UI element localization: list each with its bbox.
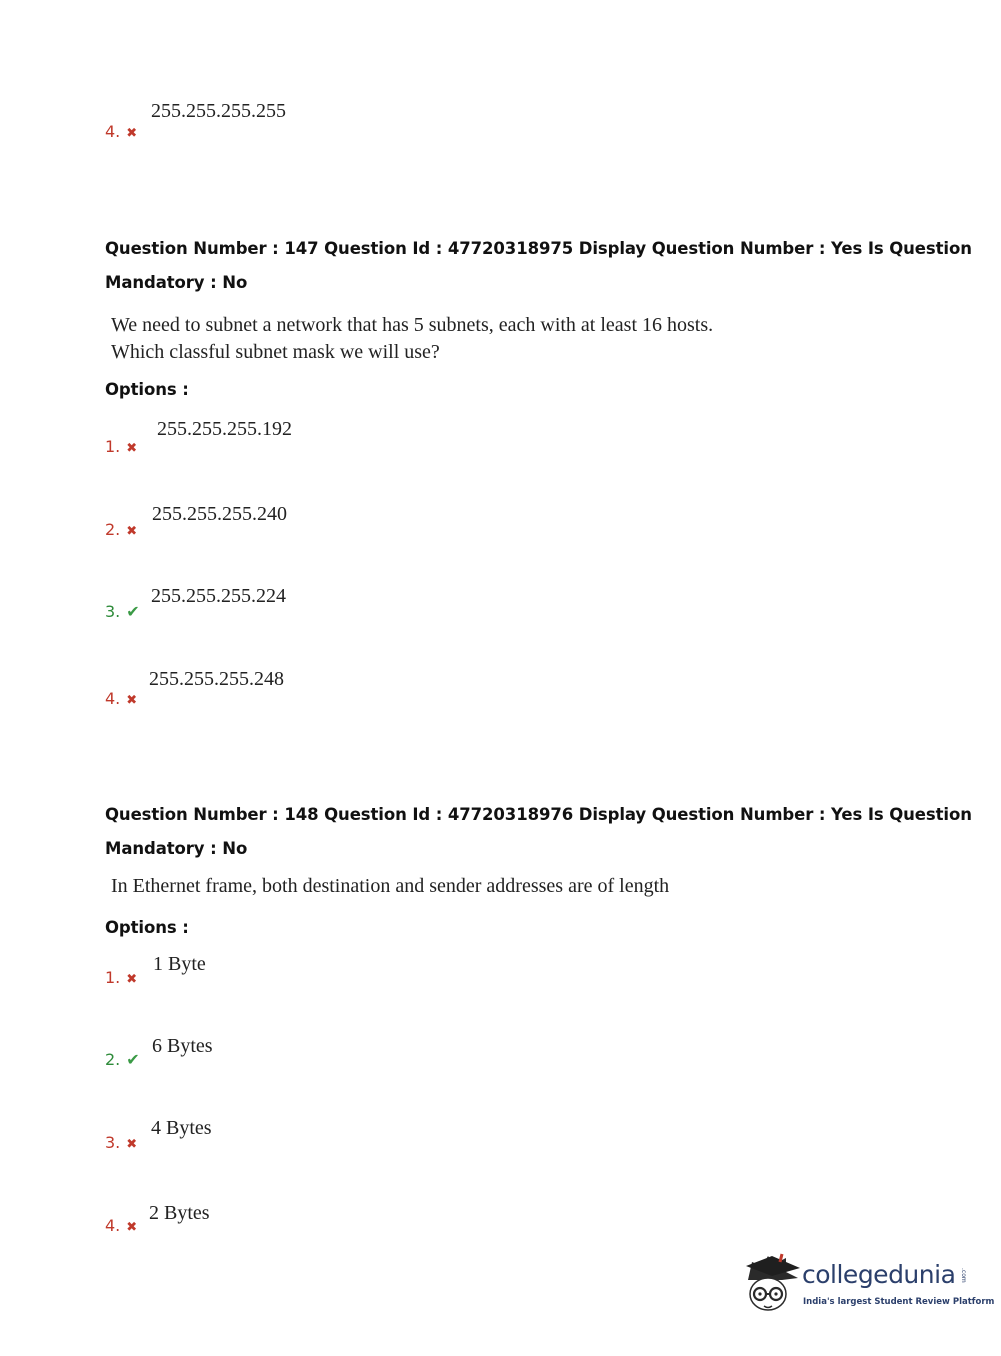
- cross-icon: ✖: [126, 441, 138, 456]
- check-icon: ✔: [126, 602, 140, 621]
- options-label: Options :: [105, 918, 189, 937]
- question-text-line: Which classful subnet mask we will use?: [111, 341, 440, 363]
- mascot-icon: [742, 1250, 802, 1320]
- question-mandatory: Mandatory : No: [105, 839, 248, 858]
- option-number-label: 1.: [105, 437, 121, 456]
- option-text: 1 Byte: [153, 953, 206, 975]
- option-number: [105, 1133, 137, 1152]
- collegedunia-logo: [742, 1250, 995, 1320]
- option-number: [105, 968, 137, 987]
- logo-tagline: India's largest Student Review Platform: [803, 1297, 995, 1307]
- cross-icon: ✖: [126, 524, 138, 539]
- question-text-line: In Ethernet frame, both destination and sender addresses are of length: [111, 875, 670, 897]
- option-text: 255.255.255.255: [151, 100, 286, 122]
- cross-icon: ✖: [126, 1220, 138, 1235]
- option-text: 4 Bytes: [151, 1117, 212, 1139]
- option-text: 6 Bytes: [152, 1035, 213, 1057]
- option-number-label: 4.: [105, 122, 121, 141]
- option-number-label: 2.: [105, 520, 121, 539]
- logo-wordmark: collegedunia: [802, 1260, 956, 1289]
- option-text: 255.255.255.240: [152, 503, 287, 525]
- option-number: [105, 689, 137, 708]
- question-mandatory: Mandatory : No: [105, 273, 248, 292]
- question-heading: Question Number : 147 Question Id : 47720318975 Display Question Number : Yes Is Question: [105, 239, 972, 258]
- option-text: 255.255.255.192: [157, 418, 292, 440]
- cross-icon: ✖: [126, 972, 138, 987]
- question-text-line: We need to subnet a network that has 5 subnets, each with at least 16 hosts.: [111, 314, 714, 336]
- option-number: [105, 520, 137, 539]
- cross-icon: ✖: [126, 126, 138, 141]
- option-number-label: 4.: [105, 1216, 121, 1235]
- check-icon: ✔: [126, 1050, 140, 1069]
- option-text: 255.255.255.248: [149, 668, 284, 690]
- option-number-label: 1.: [105, 968, 121, 987]
- option-text: 2 Bytes: [149, 1202, 210, 1224]
- options-label: Options :: [105, 380, 189, 399]
- option-number-label: 4.: [105, 689, 121, 708]
- option-number: [105, 122, 137, 141]
- option-number: [105, 437, 137, 456]
- question-heading: Question Number : 148 Question Id : 47720318976 Display Question Number : Yes Is Question: [105, 805, 972, 824]
- option-number: [105, 1050, 140, 1069]
- option-number: [105, 1216, 137, 1235]
- option-number-label: 3.: [105, 602, 121, 621]
- option-number: [105, 602, 140, 621]
- option-number-label: 3.: [105, 1133, 121, 1152]
- option-number-label: 2.: [105, 1050, 121, 1069]
- cross-icon: ✖: [126, 693, 138, 708]
- cross-icon: ✖: [126, 1137, 138, 1152]
- option-text: 255.255.255.224: [151, 585, 286, 607]
- logo-suffix: .com: [960, 1268, 967, 1283]
